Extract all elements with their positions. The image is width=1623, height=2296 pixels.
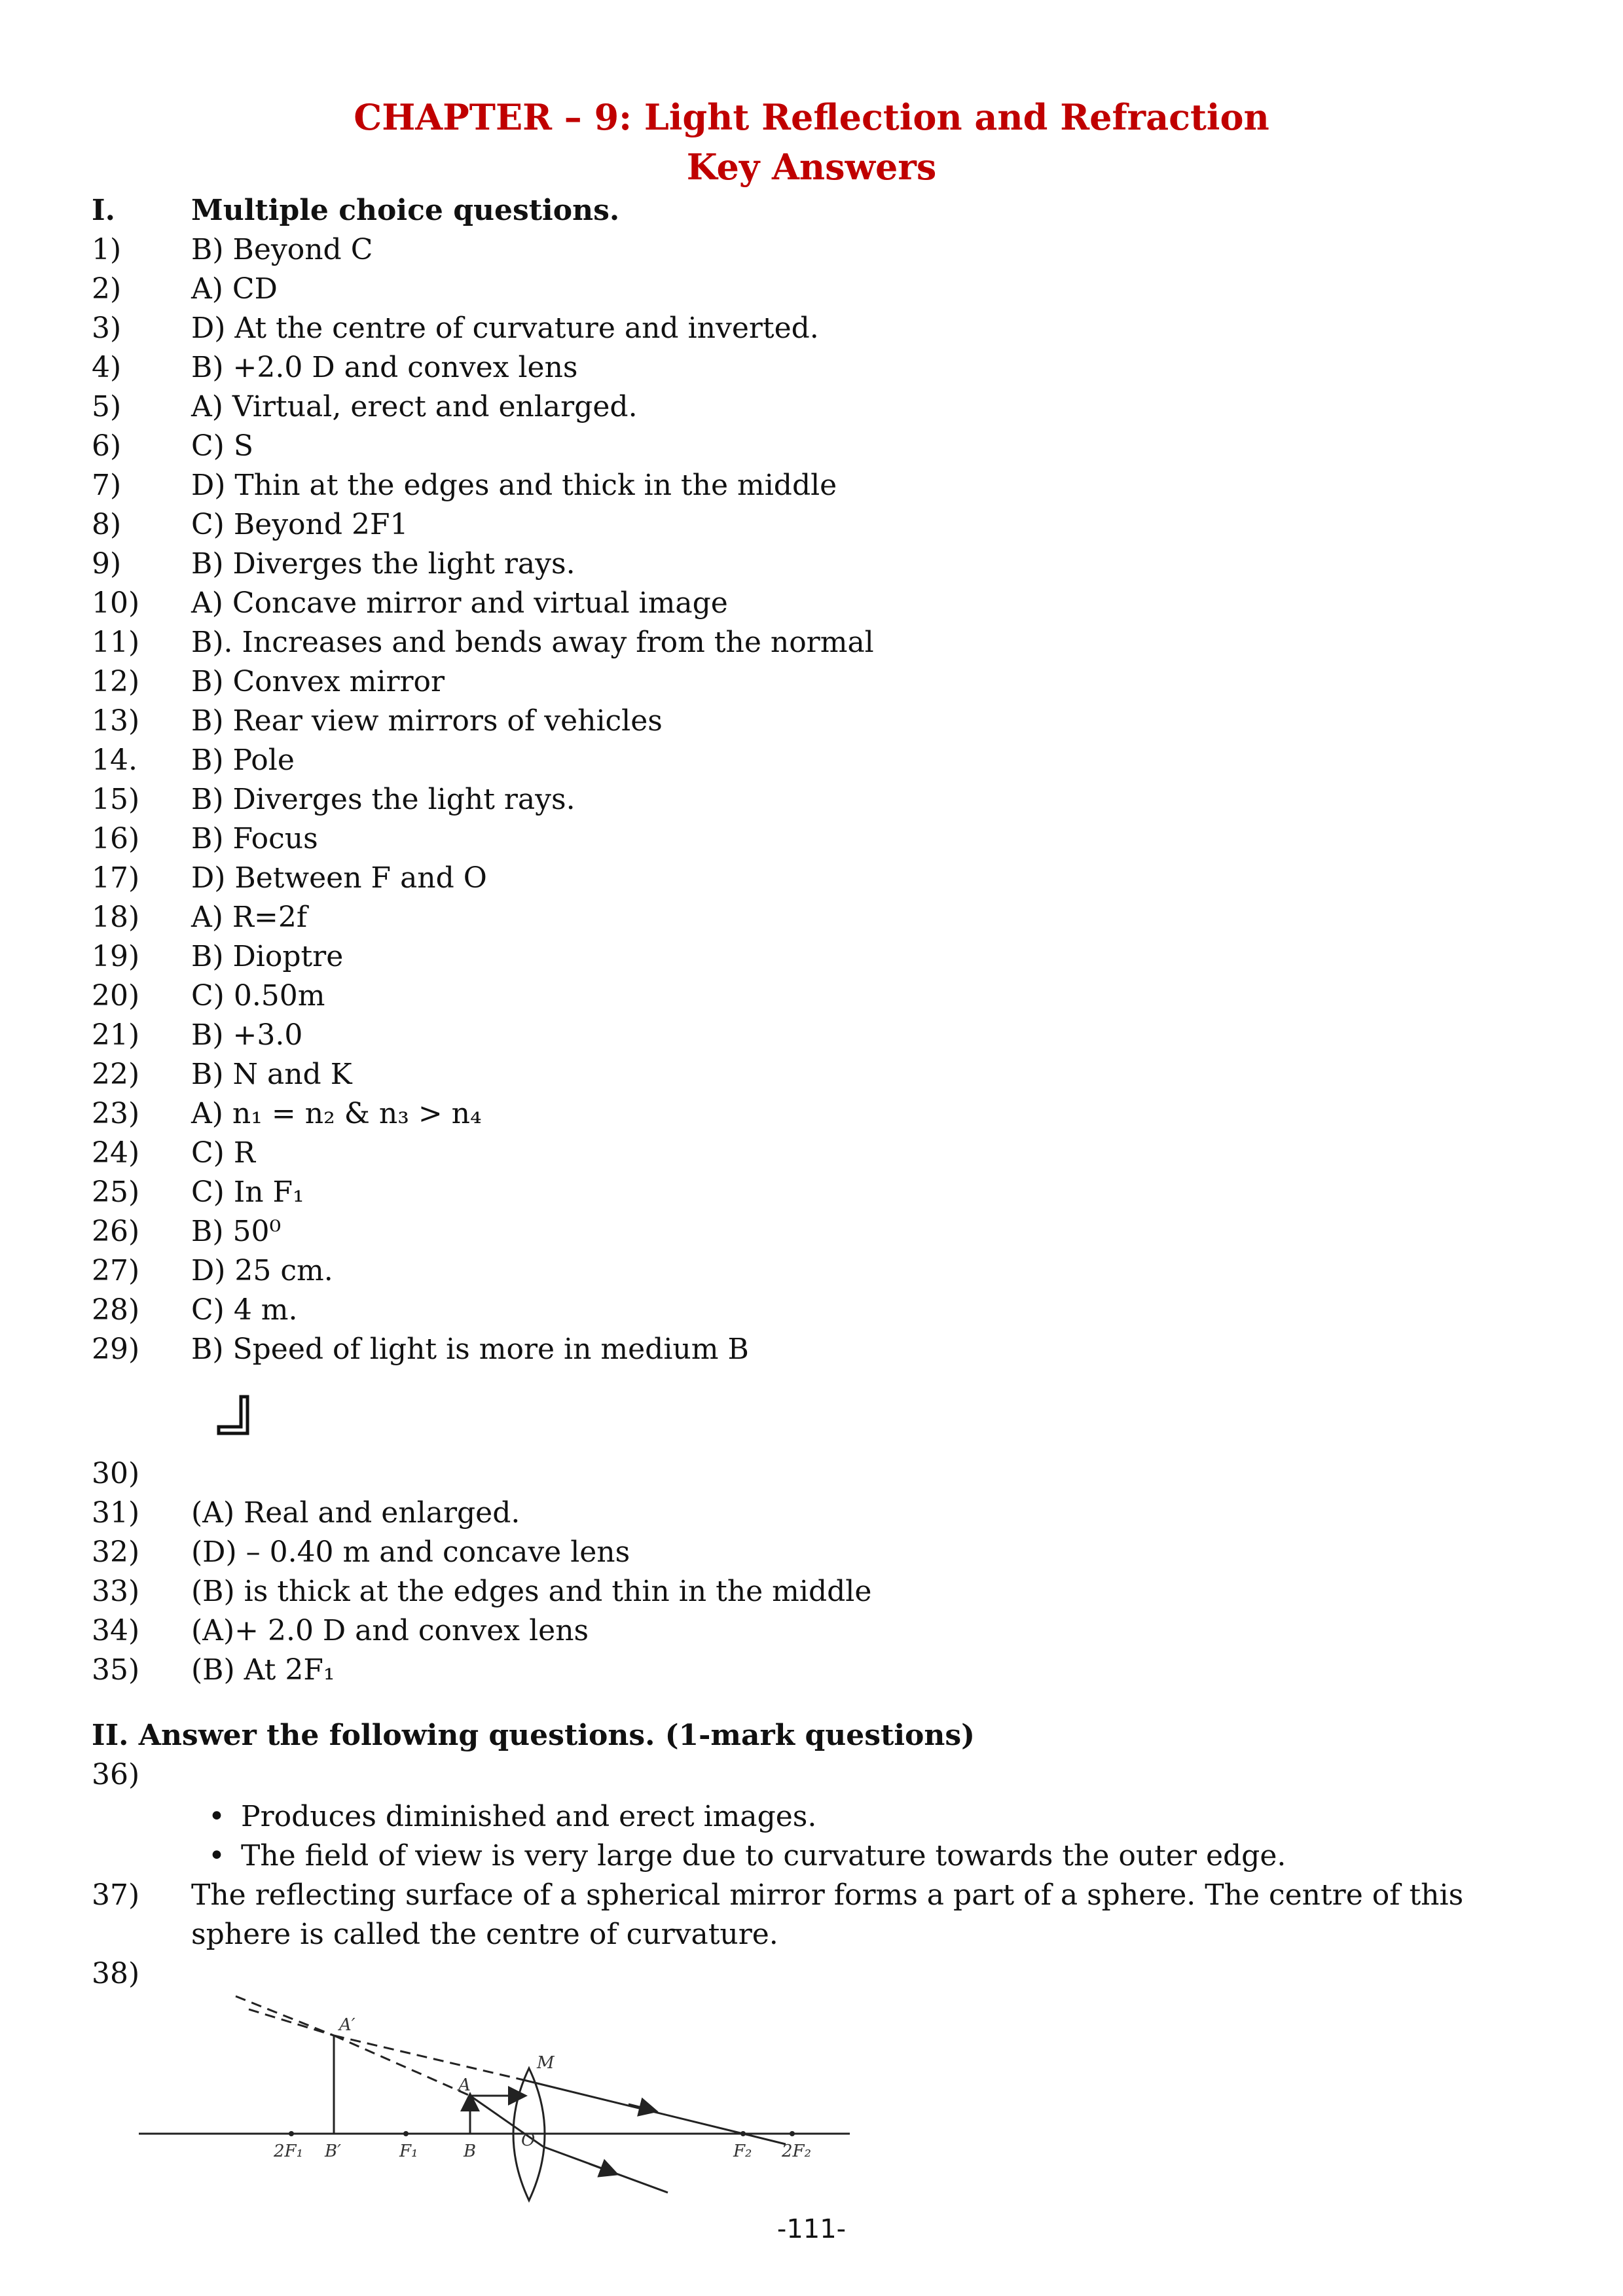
question-number: 27): [92, 1254, 140, 1287]
answer-text: C) 0.50m: [191, 979, 325, 1013]
answer-text: C) In F₁: [191, 1175, 304, 1209]
question-number: 31): [92, 1496, 140, 1530]
question-number: 1): [92, 233, 122, 266]
virtual-ray: [334, 2036, 470, 2096]
virtual-ray: [249, 2009, 334, 2036]
label-a-prime: A′: [339, 2015, 356, 2035]
point-f1: [403, 2131, 409, 2136]
virtual-ray: [236, 1996, 334, 2036]
point-f2: [740, 2131, 746, 2136]
answer-text: B) Dioptre: [191, 940, 344, 973]
light-ray: [524, 2080, 743, 2134]
answer-text: D) Thin at the edges and thick in the middle: [191, 469, 837, 502]
bullet-text: Produces diminished and erect images.: [241, 1800, 817, 1833]
question-number: 13): [92, 704, 140, 738]
section2-heading: II. Answer the following questions. (1-mark questions): [92, 1719, 975, 1752]
question-number: 20): [92, 979, 140, 1013]
question-number: 19): [92, 940, 140, 973]
answer-text: B) Pole: [191, 744, 295, 777]
answer-text: A) Virtual, erect and enlarged.: [191, 390, 638, 423]
question-number: 25): [92, 1175, 140, 1209]
question-number: 23): [92, 1097, 140, 1130]
answer-text: D) At the centre of curvature and inverted.: [191, 312, 819, 345]
answer-text: B). Increases and bends away from the normal: [191, 626, 874, 659]
question-number: 2): [92, 272, 122, 306]
answer-text: D) 25 cm.: [191, 1254, 333, 1287]
question-number: 35): [92, 1653, 140, 1687]
question-number: 14.: [92, 744, 137, 777]
section1-heading: Multiple choice questions.: [191, 194, 620, 227]
bullet-text: The field of view is very large due to curvature towards the outer edge.: [241, 1839, 1286, 1873]
section1-numeral: I.: [92, 194, 115, 227]
page-number: -111-: [776, 2214, 847, 2244]
question-number: 36): [92, 1758, 140, 1791]
answer-text: B) Diverges the light rays.: [191, 783, 575, 816]
answer-text: (A) Real and enlarged.: [191, 1496, 520, 1530]
label-f2: F₂: [733, 2142, 752, 2161]
question-number: 3): [92, 312, 122, 345]
question-number: 9): [92, 547, 122, 581]
bullet-icon: •: [208, 1839, 225, 1873]
answer-text: (B) At 2F₁: [191, 1653, 335, 1687]
question-number: 11): [92, 626, 140, 659]
question-number: 32): [92, 1535, 140, 1569]
question-number: 34): [92, 1614, 140, 1647]
bullet-icon: •: [208, 1800, 225, 1833]
answer-text: C) 4 m.: [191, 1293, 298, 1327]
question-number: 8): [92, 508, 122, 541]
answer-text: D) Between F and O: [191, 861, 487, 895]
point-2f2: [790, 2131, 795, 2136]
answer-text: B) 50⁰: [191, 1215, 282, 1248]
question-number: 21): [92, 1018, 140, 1052]
label-m: M: [537, 2053, 555, 2073]
answer-text: (B) is thick at the edges and thin in the middle: [191, 1575, 872, 1608]
question-number: 12): [92, 665, 140, 698]
question-number: 18): [92, 901, 140, 934]
answer-text: (D) – 0.40 m and concave lens: [191, 1535, 630, 1569]
question-number: 15): [92, 783, 140, 816]
label-b-prime: B′: [325, 2142, 342, 2161]
answer-text: C) S: [191, 429, 253, 463]
label-2f2: 2F₂: [782, 2142, 812, 2161]
label-o: O: [521, 2130, 536, 2150]
point-2f1: [289, 2131, 294, 2136]
answer-text: B) N and K: [191, 1058, 352, 1091]
answer-text: A) Concave mirror and virtual image: [191, 586, 728, 620]
answer-text: C) R: [191, 1136, 255, 1170]
answer-text: B) +3.0: [191, 1018, 303, 1052]
question-number: 33): [92, 1575, 140, 1608]
question-number: 38): [92, 1957, 140, 1990]
question-number: 26): [92, 1215, 140, 1248]
question-number: 22): [92, 1058, 140, 1091]
answer-paragraph: The reflecting surface of a spherical mirror forms a part of a sphere. The centre of this sphere is called the centre of curvature.: [191, 1878, 1464, 1951]
question-number: 4): [92, 351, 122, 384]
question-number: 37): [92, 1878, 140, 1912]
question-number: 24): [92, 1136, 140, 1170]
key-answers-title: Key Answers: [686, 146, 937, 188]
question-number: 29): [92, 1333, 140, 1366]
ray-diagram: [131, 1970, 864, 2206]
answer-text: B) Speed of light is more in medium B: [191, 1333, 749, 1366]
answer-text: B) Diverges the light rays.: [191, 547, 575, 581]
label-2f1: 2F₁: [274, 2142, 304, 2161]
answer-text: A) CD: [191, 272, 278, 306]
answer-text: (A)+ 2.0 D and convex lens: [191, 1614, 589, 1647]
light-ray: [589, 2164, 615, 2174]
question-number: 17): [92, 861, 140, 895]
question-number: 28): [92, 1293, 140, 1327]
answer-30-symbol: [215, 1393, 262, 1445]
question-number: 6): [92, 429, 122, 463]
label-f1: F₁: [399, 2142, 418, 2161]
question-number: 7): [92, 469, 122, 502]
answer-text: C) Beyond 2F1: [191, 508, 409, 541]
question-number: 5): [92, 390, 122, 423]
answer-text: B) Focus: [191, 822, 318, 855]
question-number: 30): [92, 1457, 140, 1490]
answer-text: B) +2.0 D and convex lens: [191, 351, 578, 384]
chapter-title: CHAPTER – 9: Light Reflection and Refraction: [354, 96, 1269, 138]
question-number: 10): [92, 586, 140, 620]
question-number: 16): [92, 822, 140, 855]
label-b: B: [464, 2142, 477, 2161]
answer-text: B) Beyond C: [191, 233, 373, 266]
virtual-ray: [334, 2036, 524, 2080]
label-a: A: [458, 2075, 471, 2095]
answer-text: B) Convex mirror: [191, 665, 445, 698]
answer-text: A) R=2f: [191, 901, 308, 934]
answer-text: B) Rear view mirrors of vehicles: [191, 704, 663, 738]
answer-text: A) n₁ = n₂ & n₃ > n₄: [191, 1097, 482, 1130]
